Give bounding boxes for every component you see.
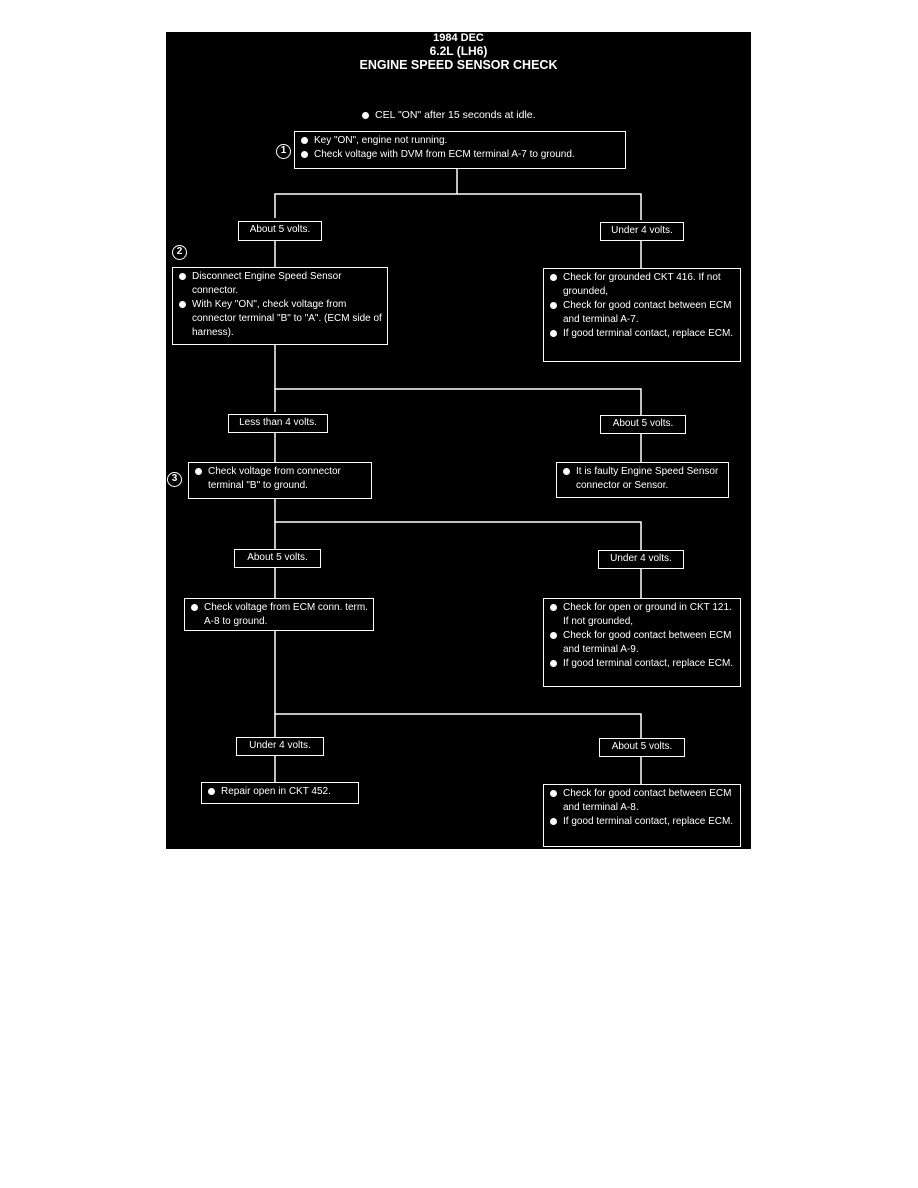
- step-3-text-1: Check voltage from connector terminal "B" to ground.: [208, 466, 341, 491]
- condition-text: [362, 109, 536, 121]
- result-box-r4: [201, 782, 359, 804]
- list-item: [195, 465, 367, 493]
- list-item: [550, 657, 736, 671]
- list-item: [208, 785, 354, 799]
- result-r1-text-2: Check for good contact between ECM and terminal A-7.: [563, 300, 732, 325]
- bullet-icon: [301, 151, 308, 158]
- branch-label: About 5 volts.: [234, 549, 321, 568]
- bullet-icon: [550, 818, 557, 825]
- result-r3-text-2: Check for good contact between ECM and terminal A-9.: [563, 630, 732, 655]
- result-r2-text-1: It is faulty Engine Speed Sensor connector or Sensor.: [576, 466, 719, 491]
- list-item: [550, 601, 736, 629]
- branch-label: About 5 volts.: [238, 221, 322, 241]
- bullet-icon: [550, 302, 557, 309]
- step-2-text-1: Disconnect Engine Speed Sensor connector.: [192, 271, 342, 296]
- bullet-icon: [550, 790, 557, 797]
- result-box-r2: [556, 462, 729, 498]
- list-item: [550, 787, 736, 815]
- step-3-box: [188, 462, 372, 499]
- bullet-icon: [563, 468, 570, 475]
- page-title: ENGINE SPEED SENSOR CHECK: [359, 58, 558, 72]
- step-number-3: 3: [167, 472, 182, 487]
- branch-label: About 5 volts.: [599, 738, 685, 757]
- result-r4-text-1: Repair open in CKT 452.: [221, 786, 331, 797]
- result-r3-text-3: If good terminal contact, replace ECM.: [563, 658, 734, 669]
- list-item: [550, 815, 736, 829]
- list-item: [550, 629, 736, 657]
- step-1-box: [294, 131, 626, 169]
- bullet-icon: [301, 137, 308, 144]
- result-r5-text-2: If good terminal contact, replace ECM.: [563, 816, 734, 827]
- list-item: [301, 134, 621, 148]
- bullet-icon: [179, 301, 186, 308]
- result-box-r3: [543, 598, 741, 687]
- step-number-1: 1: [276, 144, 291, 159]
- bullet-icon: [195, 468, 202, 475]
- result-box-r5: [543, 784, 741, 847]
- bullet-icon: [208, 788, 215, 795]
- year-line: 1984 DEC: [433, 32, 484, 44]
- branch-label: Under 4 volts.: [598, 550, 684, 569]
- branch-label: Under 4 volts.: [236, 737, 324, 756]
- list-item: [179, 298, 383, 340]
- bullet-icon: [550, 632, 557, 639]
- bullet-icon: [550, 660, 557, 667]
- list-item: [550, 327, 736, 341]
- bullet-icon: [179, 273, 186, 280]
- result-r1-text-1: Check for grounded CKT 416. If not grounded,: [563, 272, 721, 297]
- list-item: [191, 601, 369, 629]
- bullet-icon: [550, 330, 557, 337]
- connector-line: [275, 522, 641, 550]
- result-r1-text-3: If good terminal contact, replace ECM.: [563, 328, 734, 339]
- branch-label: Under 4 volts.: [600, 222, 684, 241]
- list-item: [550, 271, 736, 299]
- bullet-icon: [362, 112, 369, 119]
- result-r5-text-1: Check for good contact between ECM and terminal A-8.: [563, 788, 732, 813]
- condition-label: CEL "ON" after 15 seconds at idle.: [375, 109, 536, 121]
- step-2-box: [172, 267, 388, 345]
- connector-line: [275, 714, 641, 739]
- step-1-text-1: Key "ON", engine not running.: [314, 135, 448, 146]
- bullet-icon: [191, 604, 198, 611]
- list-item: [301, 148, 621, 162]
- branch-label: About 5 volts.: [600, 415, 686, 434]
- list-item: [179, 270, 383, 298]
- connector-line: [275, 194, 641, 220]
- bullet-icon: [550, 274, 557, 281]
- bullet-icon: [550, 604, 557, 611]
- branch-label: Less than 4 volts.: [228, 414, 328, 433]
- step-2-text-2: With Key "ON", check voltage from connector terminal "B" to "A". (ECM side of harness).: [192, 299, 382, 338]
- connector-line: [275, 389, 641, 415]
- step-4-box: [184, 598, 374, 631]
- step-4-text-1: Check voltage from ECM conn. term. A-8 to ground.: [204, 602, 368, 627]
- list-item: [550, 299, 736, 327]
- step-1-text-2: Check voltage with DVM from ECM terminal A-7 to ground.: [314, 149, 575, 160]
- list-item: [563, 465, 724, 493]
- engine-line: 6.2L (LH6): [429, 44, 488, 58]
- flowchart-panel: [166, 32, 751, 849]
- step-number-2: 2: [172, 245, 187, 260]
- result-box-r1: [543, 268, 741, 362]
- result-r3-text-1: Check for open or ground in CKT 121. If not grounded,: [563, 602, 732, 627]
